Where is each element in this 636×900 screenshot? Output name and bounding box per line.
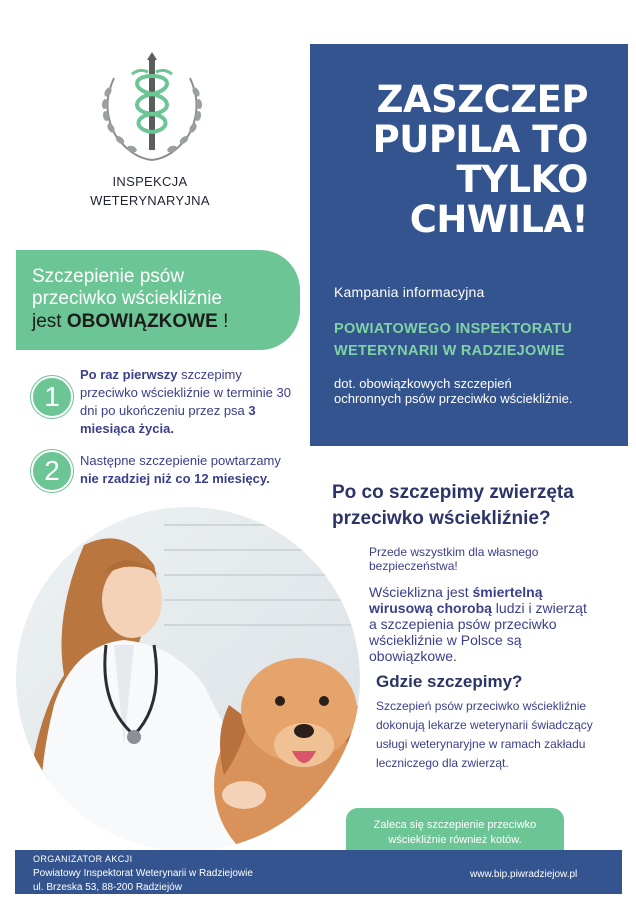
cat-recommendation-text: Zaleca się szczepienie przeciwko wściekliźnie również kotów. <box>373 819 537 846</box>
footer-address: ul. Brzeska 53, 88-200 Radziejów <box>33 882 182 893</box>
banner-line1: Szczepienie psów <box>32 266 185 287</box>
where-paragraph: Szczepień psów przeciwko wściekliźnie dokonują lekarze weterynarii świadczący usługi weterynaryjne w ramach zakładu leczniczego dla zwierząt. <box>376 699 593 770</box>
organization-name-line1: INSPEKCJA <box>112 174 188 189</box>
why-vaccinate-heading-line2: przeciwko wściekliźnie? <box>332 508 551 529</box>
organization-name-line2: WETERYNARYJNA <box>90 193 210 208</box>
organization-name <box>60 172 240 210</box>
banner-mandatory-word: OBOWIĄZKOWE <box>66 311 218 332</box>
step-2-body: Następne szczepienie powtarzamy <box>80 453 281 468</box>
vet-with-dog-photo <box>14 505 362 850</box>
banner-line3 <box>32 311 228 333</box>
step-2-text <box>80 452 295 488</box>
rabies-paragraph-start: Wścieklizna jest <box>369 584 473 600</box>
rabies-paragraph <box>369 584 589 664</box>
why-vaccinate-heading-line1: Po co szczepimy zwierzęta <box>332 482 574 503</box>
headline-line3: TYLKO <box>456 158 588 201</box>
step-1-text <box>80 366 295 438</box>
headline <box>330 80 588 240</box>
step-2-bold-end: nie rzadziej niż co 12 miesięcy. <box>80 471 270 486</box>
campaign-organizer <box>334 318 614 362</box>
step-2-number: 2 <box>31 450 73 492</box>
rabies-paragraph-bold: śmiertelną wirusową chorobą <box>369 584 543 616</box>
campaign-description: dot. obowiązkowych szczepień ochronnych psów przeciwko wściekliźnie. <box>334 376 573 406</box>
step-1-bold-end: 3 miesiąca życia. <box>80 403 256 436</box>
where-heading: Gdzie szczepimy? <box>376 672 523 691</box>
campaign-organizer-line2: WETERYNARII W RADZIEJOWIE <box>334 343 565 359</box>
step-1-bold-start: Po raz pierwszy <box>80 367 178 382</box>
why-vaccinate-heading <box>332 480 622 532</box>
footer-organizer-label: ORGANIZATOR AKCJI <box>33 854 133 864</box>
headline-line1: ZASZCZEP <box>376 78 588 121</box>
step-1-number: 1 <box>31 376 73 418</box>
step-1-body: szczepimy przeciwko wściekliźnie w terminie 30 dni po ukończeniu przez psa <box>80 367 291 418</box>
rabies-paragraph-end: ludzi i zwierząt a szczepienia psów przeciwko wściekliźnie w Polsce są obowiązkowe. <box>369 600 587 664</box>
footer-organizer-name: Powiatowy Inspektorat Weterynarii w Radziejowie <box>33 868 253 879</box>
headline-line2: PUPILA TO <box>372 118 588 161</box>
campaign-organizer-line1: POWIATOWEGO INSPEKTORATU <box>334 321 573 337</box>
safety-paragraph: Przede wszystkim dla własnego bezpieczeństwa! <box>369 545 539 573</box>
banner-line3-prefix: jest <box>32 311 67 332</box>
campaign-label: Kampania informacyjna <box>334 284 485 300</box>
headline-line4: CHWILA! <box>409 198 588 241</box>
banner-line3-suffix: ! <box>217 311 229 332</box>
banner-line2: przeciwko wściekliźnie <box>32 288 223 309</box>
footer-website-link[interactable]: www.bip.piwradziejow.pl <box>470 869 578 880</box>
veterinary-inspection-logo <box>92 48 212 168</box>
